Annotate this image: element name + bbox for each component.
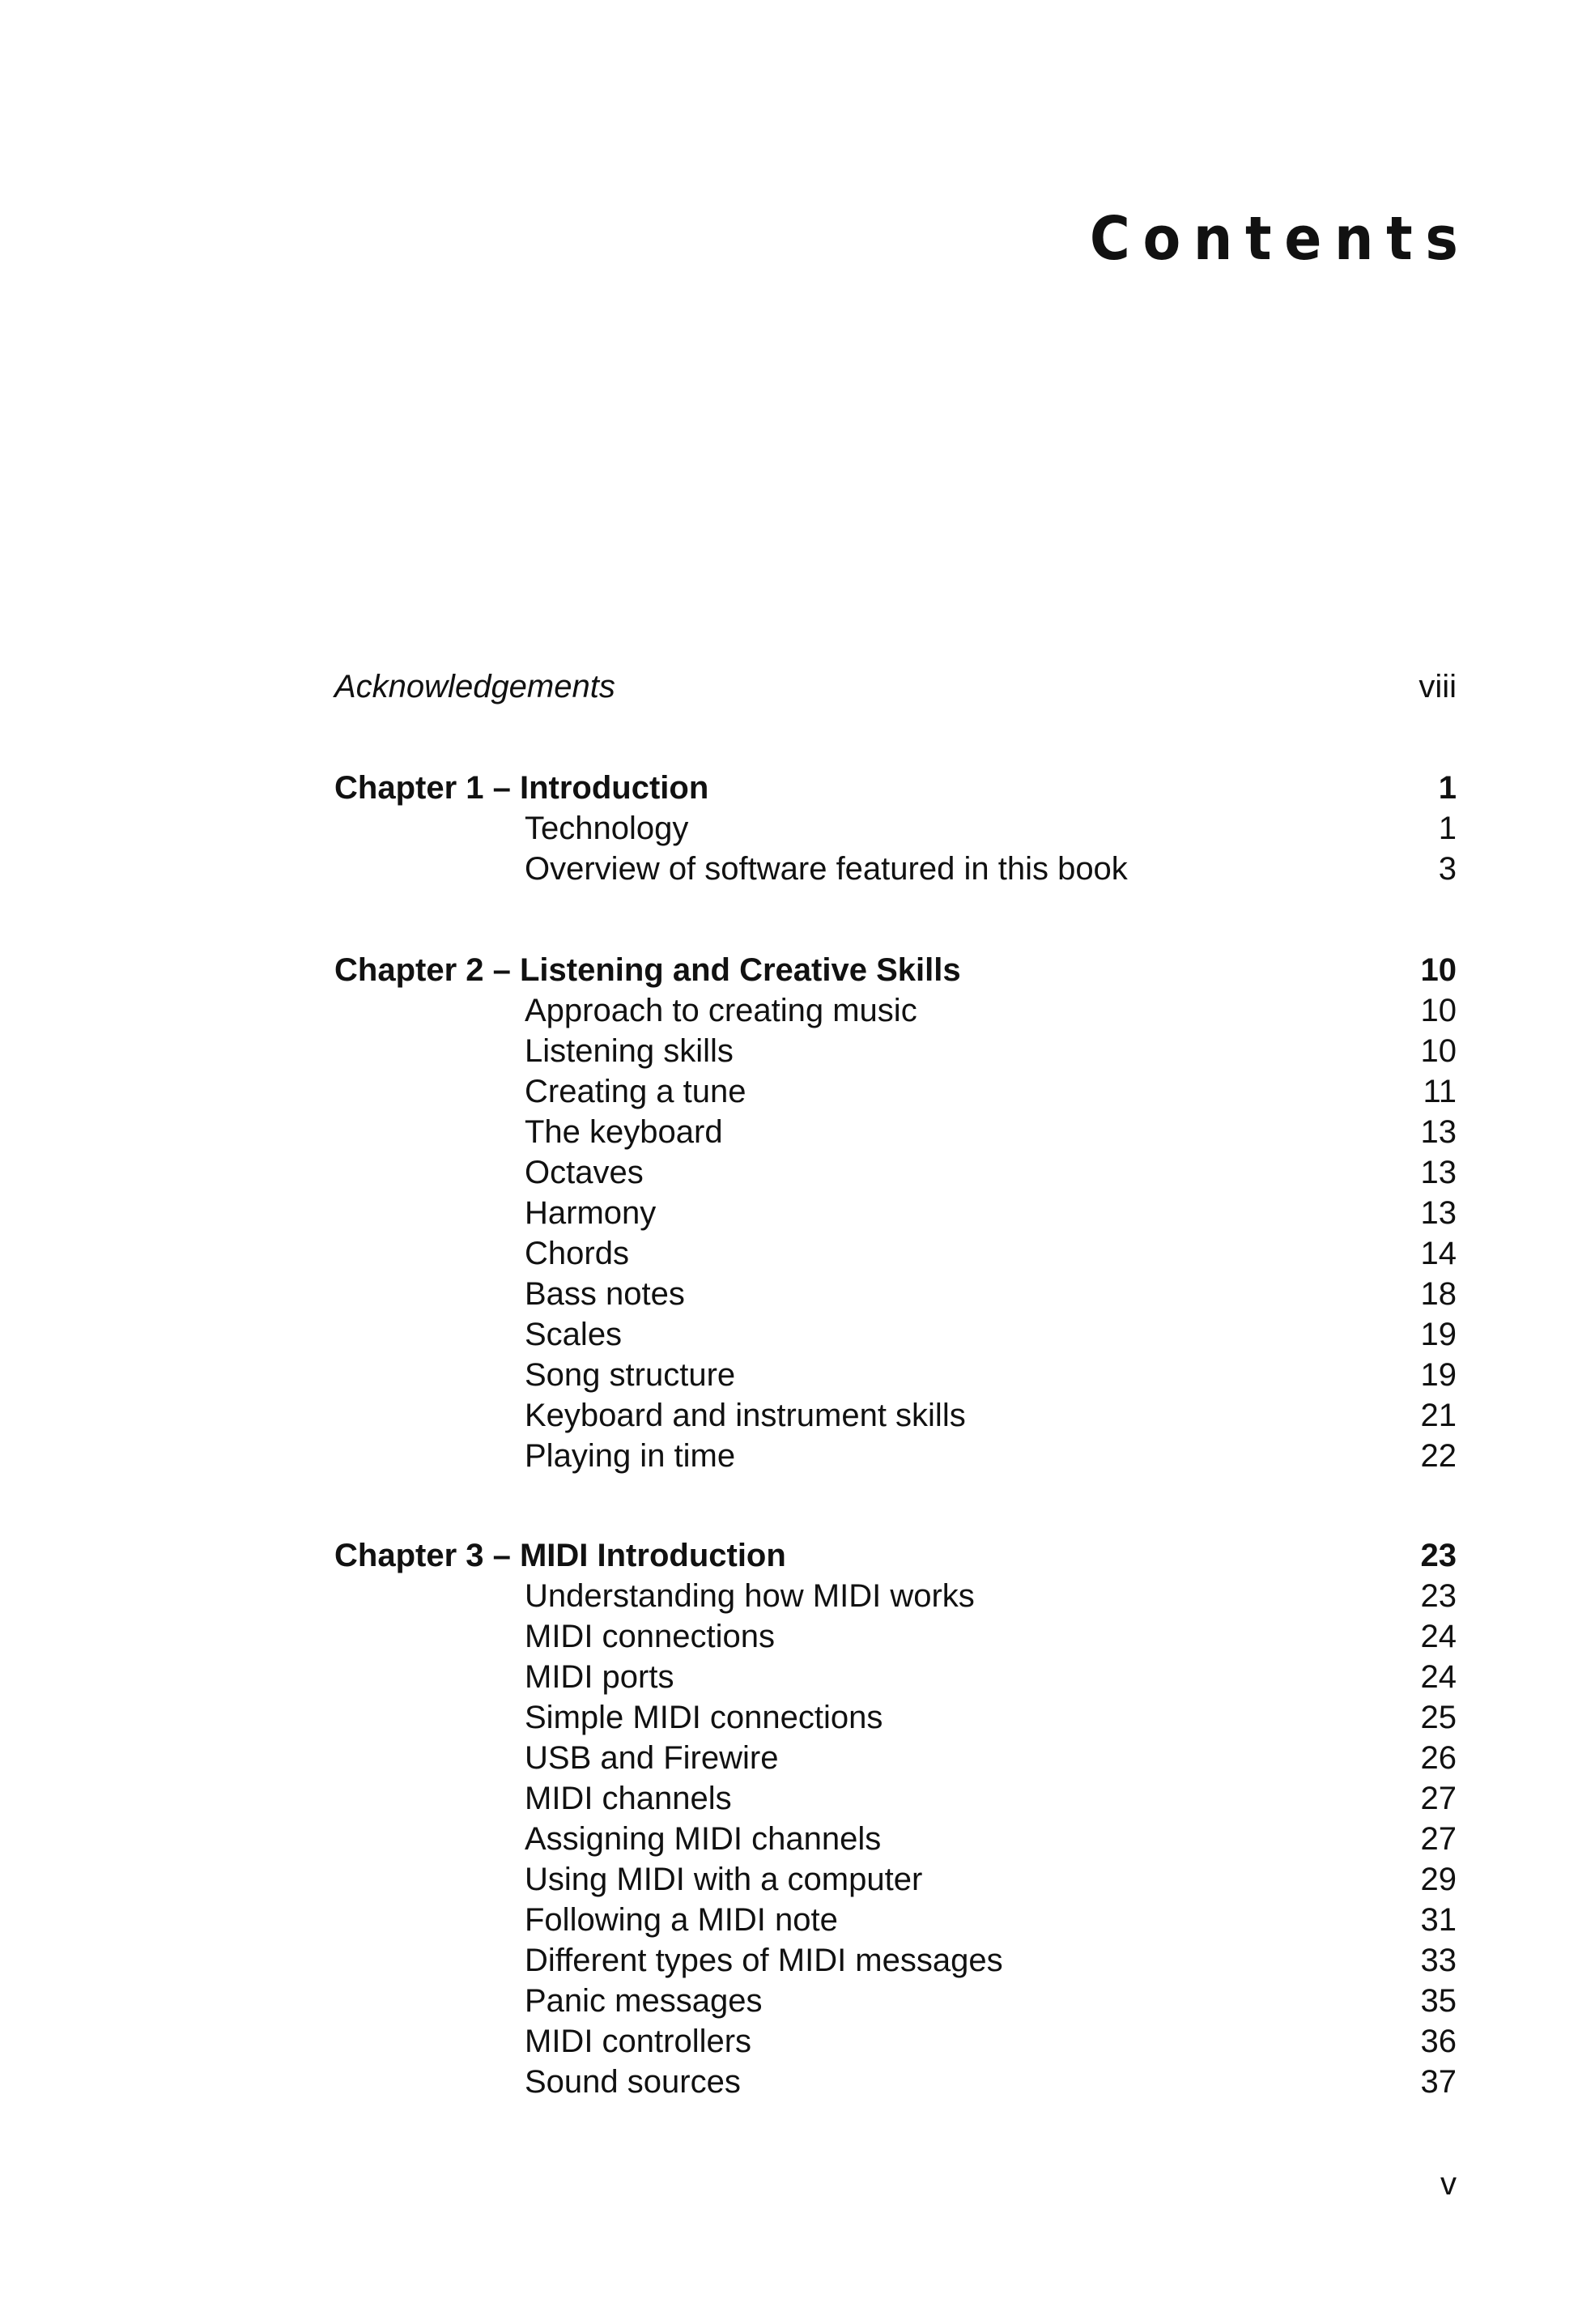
toc-entry-label: Acknowledgements — [334, 669, 615, 704]
toc-entry[interactable] — [334, 1738, 1457, 1778]
toc-chapter-3[interactable] — [334, 1535, 1457, 1576]
toc-entry-label: Playing in time — [525, 1438, 736, 1474]
toc-entry[interactable] — [334, 1395, 1457, 1436]
toc-entry[interactable] — [334, 849, 1457, 889]
toc-entry[interactable] — [334, 1112, 1457, 1152]
toc-entry-label: MIDI controllers — [525, 2024, 752, 2059]
toc-entry-page: 13 — [1420, 1114, 1457, 1150]
toc-entry[interactable] — [334, 1355, 1457, 1395]
toc-entry-page: 33 — [1420, 1943, 1457, 1978]
toc-entry[interactable] — [334, 1031, 1457, 1071]
toc-entry-page: 26 — [1420, 1740, 1457, 1776]
toc-entry-label: Assigning MIDI channels — [525, 1821, 882, 1857]
toc-entry[interactable] — [334, 1778, 1457, 1819]
toc-entry-label: Octaves — [525, 1155, 644, 1190]
toc-entry-label: Keyboard and instrument skills — [525, 1398, 966, 1433]
toc-entry[interactable] — [334, 808, 1457, 849]
toc-entry-label: Bass notes — [525, 1276, 685, 1312]
toc-entry-page: 37 — [1420, 2064, 1457, 2100]
toc-entry-page: 19 — [1420, 1357, 1457, 1393]
toc-entry-label: Different types of MIDI messages — [525, 1943, 1003, 1978]
toc-entry-page: 24 — [1420, 1659, 1457, 1695]
toc-entry-label: Chords — [525, 1236, 629, 1271]
toc-entry-label: MIDI ports — [525, 1659, 674, 1695]
toc-entry-label: Simple MIDI connections — [525, 1700, 883, 1735]
toc-entry[interactable] — [334, 1819, 1457, 1859]
toc-entry-page: 21 — [1420, 1398, 1457, 1433]
toc-entry-label: Technology — [525, 811, 689, 846]
toc-entry[interactable] — [334, 1657, 1457, 1697]
toc-entry-page: 13 — [1420, 1155, 1457, 1190]
toc-chapter-label: Chapter 2 – Listening and Creative Skills — [334, 952, 961, 988]
toc-entry-acknowledgements[interactable] — [334, 666, 1457, 707]
toc-entry-page: 36 — [1420, 2024, 1457, 2059]
toc-entry[interactable] — [334, 1697, 1457, 1738]
toc-entry[interactable] — [334, 1616, 1457, 1657]
toc-entry-label: Understanding how MIDI works — [525, 1578, 975, 1614]
toc-entry[interactable] — [334, 2062, 1457, 2102]
toc-entry[interactable] — [334, 1981, 1457, 2021]
toc-entry-label: Using MIDI with a computer — [525, 1862, 923, 1897]
toc-entry-page: 11 — [1423, 1074, 1457, 1109]
toc-chapter-2[interactable] — [334, 950, 1457, 990]
toc-entry[interactable] — [334, 990, 1457, 1031]
toc-entry[interactable] — [334, 1071, 1457, 1112]
toc-entry-page: 29 — [1420, 1862, 1457, 1897]
toc-entry-page: 10 — [1420, 1033, 1457, 1069]
toc-entry-page: 13 — [1420, 1195, 1457, 1231]
toc-entry[interactable] — [334, 1233, 1457, 1274]
toc-entry-label: MIDI connections — [525, 1619, 776, 1654]
toc-chapter-1[interactable] — [334, 768, 1457, 808]
toc-entry-label: Sound sources — [525, 2064, 741, 2100]
toc-chapter-label: Chapter 1 – Introduction — [334, 770, 709, 806]
toc-entry-page: 18 — [1420, 1276, 1457, 1312]
toc-chapter-label: Chapter 3 – MIDI Introduction — [334, 1538, 786, 1573]
toc-entry-label: Harmony — [525, 1195, 657, 1231]
toc-entry-label: Song structure — [525, 1357, 736, 1393]
toc-chapter-page: 1 — [1438, 770, 1457, 806]
toc-entry-page: 27 — [1420, 1821, 1457, 1857]
toc-entry-page: 35 — [1420, 1983, 1457, 2019]
toc-entry[interactable] — [334, 1274, 1457, 1314]
toc-entry-label: Overview of software featured in this book — [525, 851, 1128, 887]
toc-entry-label: Listening skills — [525, 1033, 734, 1069]
toc-entry-page: 1 — [1438, 811, 1457, 846]
toc-entry-page: 31 — [1420, 1902, 1457, 1938]
toc-entry-page: 25 — [1420, 1700, 1457, 1735]
toc-entry-label: Panic messages — [525, 1983, 763, 2019]
toc-entry[interactable] — [334, 1576, 1457, 1616]
toc-entry[interactable] — [334, 1900, 1457, 1940]
toc-entry-label: Following a MIDI note — [525, 1902, 838, 1938]
toc-entry-label: Creating a tune — [525, 1074, 746, 1109]
toc-entry[interactable] — [334, 1314, 1457, 1355]
toc-entry[interactable] — [334, 1436, 1457, 1476]
toc-entry[interactable] — [334, 1859, 1457, 1900]
toc-entry-page: 27 — [1420, 1781, 1457, 1816]
toc-entry-label: MIDI channels — [525, 1781, 732, 1816]
toc-entry[interactable] — [334, 1193, 1457, 1233]
toc-chapter-page: 10 — [1420, 952, 1457, 988]
toc-entry-label: Scales — [525, 1317, 623, 1352]
toc-entry-label: Approach to creating music — [525, 993, 917, 1028]
toc-entry[interactable] — [334, 1152, 1457, 1193]
toc-chapter-page: 23 — [1420, 1538, 1457, 1573]
toc-entry-page: 24 — [1420, 1619, 1457, 1654]
toc-entry-page: 19 — [1420, 1317, 1457, 1352]
toc-entry-page: 22 — [1420, 1438, 1457, 1474]
toc-entry-page: viii — [1418, 669, 1457, 704]
toc-entry[interactable] — [334, 1940, 1457, 1981]
page-title: Contents — [1089, 204, 1470, 274]
page-number: v — [1440, 2166, 1457, 2202]
toc-entry-page: 23 — [1420, 1578, 1457, 1614]
toc-entry[interactable] — [334, 2021, 1457, 2062]
toc-entry-page: 14 — [1420, 1236, 1457, 1271]
toc-entry-label: The keyboard — [525, 1114, 723, 1150]
toc-entry-label: USB and Firewire — [525, 1740, 779, 1776]
toc-entry-page: 3 — [1438, 851, 1457, 887]
toc-entry-page: 10 — [1420, 993, 1457, 1028]
